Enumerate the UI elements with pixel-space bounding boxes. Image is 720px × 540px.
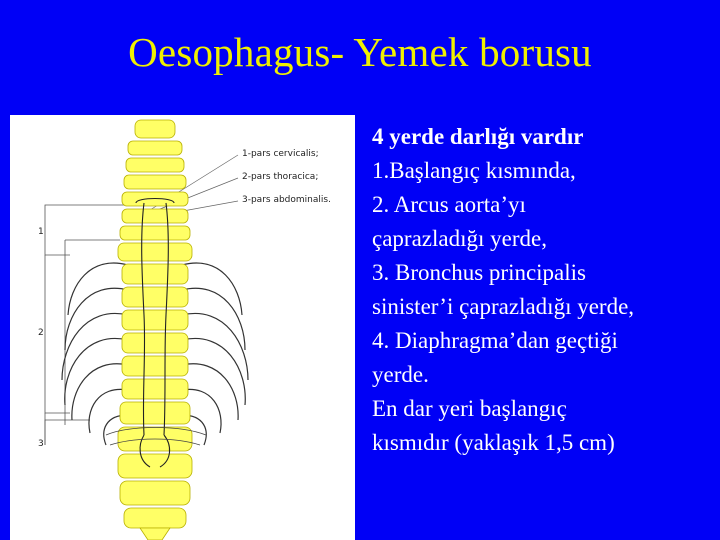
body-line-9: kısmıdır (yaklaşık 1,5 cm) xyxy=(372,430,615,455)
slide-title: Oesophagus- Yemek borusu xyxy=(128,29,592,75)
body-heading: 4 yerde darlığı vardır xyxy=(372,124,584,149)
body-line-6: 4. Diaphragma’dan geçtiği xyxy=(372,328,618,353)
body-line-1: 1.Başlangıç kısmında, xyxy=(372,158,576,183)
marker-2: 2 xyxy=(38,328,44,338)
legend-item-pars-abdominalis: 3-pars abdominalis. xyxy=(242,195,331,205)
body-line-4: 3. Bronchus principalis xyxy=(372,260,586,285)
body-line-2: 2. Arcus aorta’yı xyxy=(372,192,526,217)
body-line-7: yerde. xyxy=(372,362,429,387)
legend-item-pars-thoracica: 2-pars thoracica; xyxy=(242,172,319,182)
spine-oesophagus-illustration xyxy=(10,115,355,540)
body-line-5: sinister’i çaprazladığı yerde, xyxy=(372,294,635,319)
marker-1: 1 xyxy=(38,227,44,237)
marker-3: 3 xyxy=(38,439,44,449)
body-line-3: çaprazladığı yerde, xyxy=(372,226,547,251)
body-text xyxy=(372,120,717,460)
body-line-8: En dar yeri başlangıç xyxy=(372,396,567,421)
legend-item-pars-cervicalis: 1-pars cervicalis; xyxy=(242,149,319,159)
